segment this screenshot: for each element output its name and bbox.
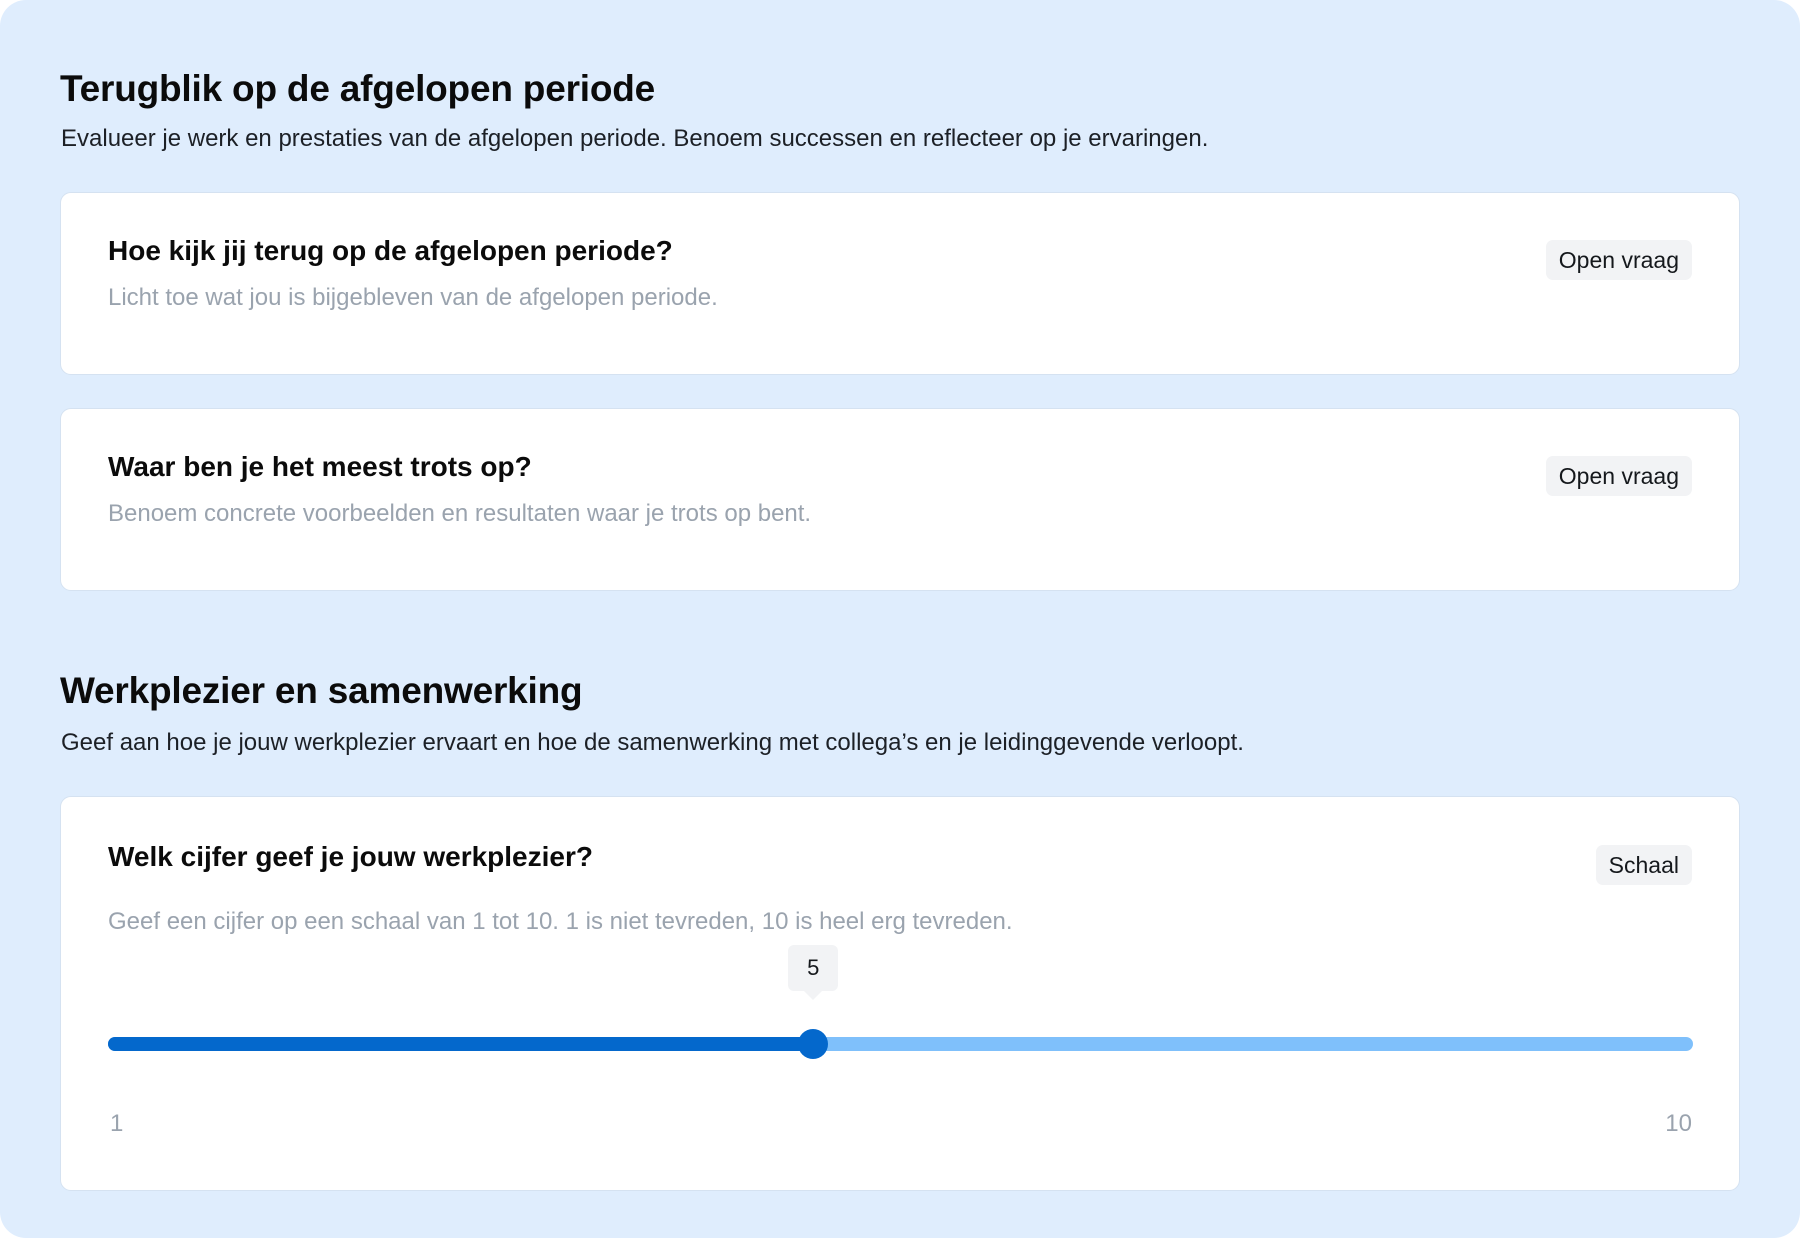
section-description: Evalueer je werk en prestaties van de afgelopen periode. Benoem successen en reflecteer op je ervaringen. bbox=[61, 125, 1209, 152]
section-description: Geef aan hoe je jouw werkplezier ervaart en hoe de samenwerking met collega’s en je leidinggevende verloopt. bbox=[61, 729, 1244, 756]
question-description: Benoem concrete voorbeelden en resultaten waar je trots op bent. bbox=[108, 500, 812, 527]
question-title: Welk cijfer geef je jouw werkplezier? bbox=[108, 841, 593, 872]
question-type-badge: Open vraag bbox=[1546, 456, 1692, 496]
question-description: Geef een cijfer op een schaal van 1 tot 10. 1 is niet tevreden, 10 is heel erg tevreden. bbox=[108, 908, 1013, 935]
slider-thumb[interactable] bbox=[798, 1029, 828, 1059]
section-title: Werkplezier en samenwerking bbox=[60, 670, 583, 711]
slider-value-tooltip: 5 bbox=[788, 945, 838, 991]
slider-fill bbox=[108, 1037, 813, 1051]
question-type-badge: Schaal bbox=[1596, 845, 1692, 885]
question-type-badge: Open vraag bbox=[1546, 240, 1692, 280]
question-card[interactable] bbox=[60, 192, 1740, 375]
question-card bbox=[60, 796, 1740, 1191]
question-title: Hoe kijk jij terug op de afgelopen periode? bbox=[108, 235, 673, 266]
section-title: Terugblik op de afgelopen periode bbox=[60, 68, 656, 109]
score-slider[interactable] bbox=[108, 955, 1693, 1059]
scale-min-label: 1 bbox=[110, 1110, 124, 1137]
question-title: Waar ben je het meest trots op? bbox=[108, 451, 532, 482]
question-description: Licht toe wat jou is bijgebleven van de afgelopen periode. bbox=[108, 284, 718, 311]
question-card[interactable] bbox=[60, 408, 1740, 591]
scale-max-label: 10 bbox=[1665, 1110, 1692, 1137]
